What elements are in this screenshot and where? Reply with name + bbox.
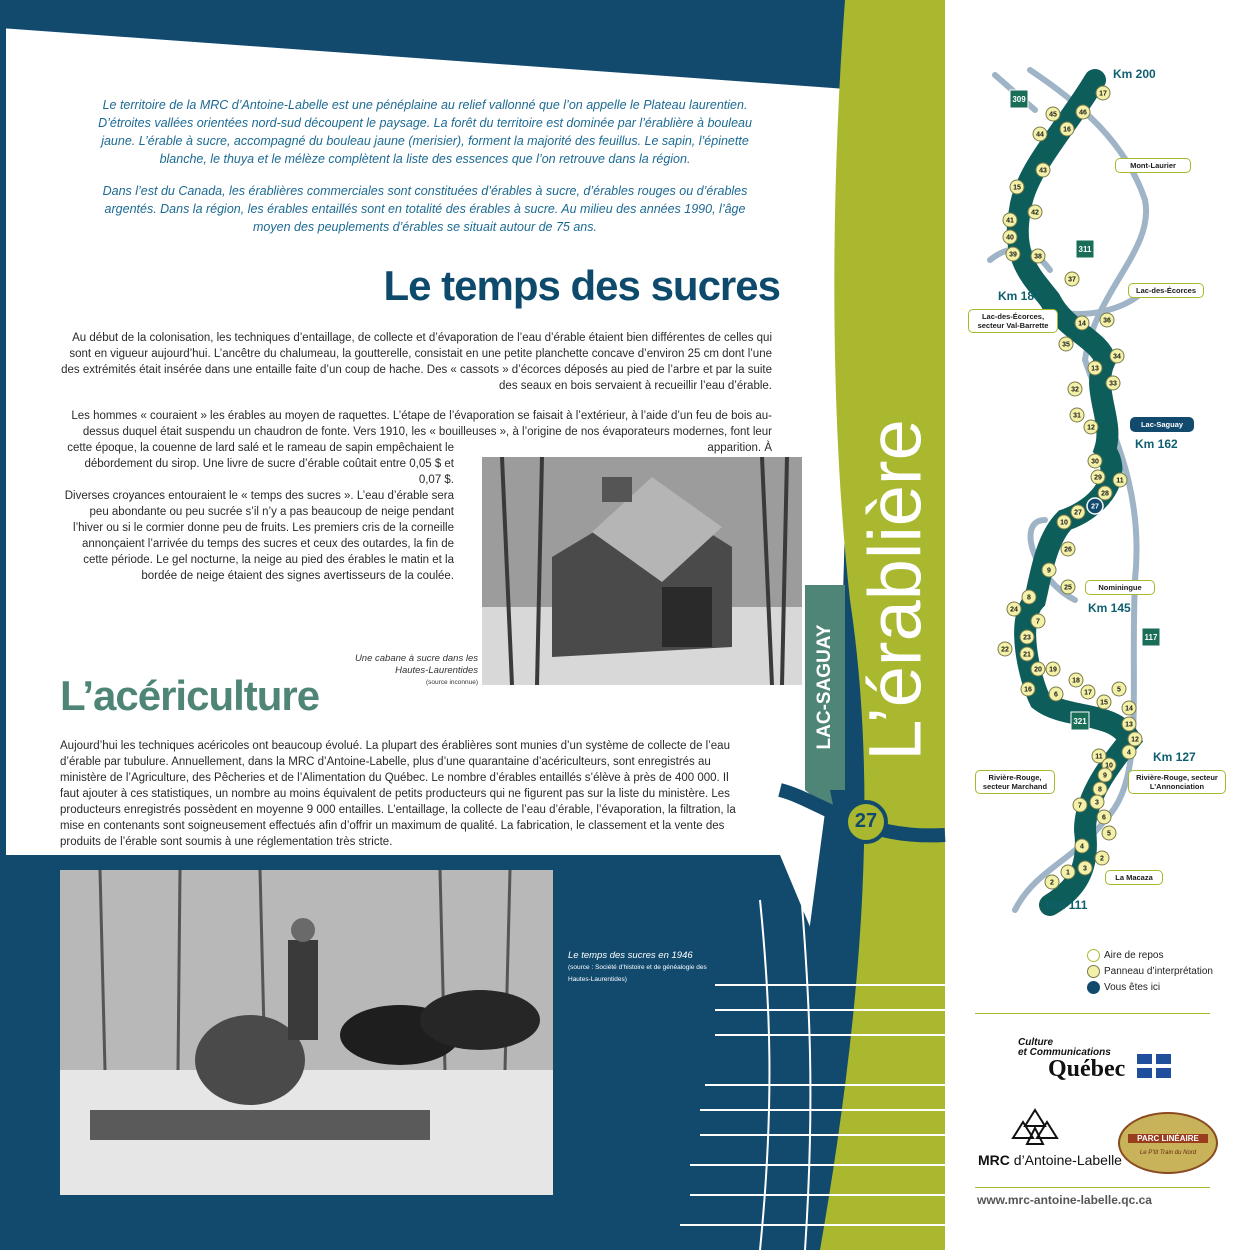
- divider-bottom: [975, 1187, 1210, 1188]
- map-marker-number: 15: [1013, 184, 1021, 192]
- website-link[interactable]: www.mrc-antoine-labelle.qc.ca: [977, 1193, 1152, 1207]
- town-label-riviere-rouge-annonciation: Rivière-Rouge, secteur L’Annonciation: [1128, 770, 1226, 794]
- map-marker-number: 10: [1060, 519, 1068, 527]
- sugar-shack-caption-text: Une cabane à sucre dans les Hautes-Laurentides: [354, 653, 478, 676]
- you-are-here-number: 27: [1091, 503, 1099, 511]
- map-marker-number: 2: [1100, 855, 1104, 863]
- map-marker-number: 3: [1083, 865, 1087, 873]
- map-marker-number: 13: [1091, 365, 1099, 373]
- map-marker-number: 7: [1078, 802, 1082, 810]
- ministry-line-2: et Communications: [1018, 1047, 1111, 1058]
- top-navy-band: [0, 0, 860, 90]
- map-marker-number: 6: [1054, 691, 1058, 699]
- map-marker-number: 44: [1036, 131, 1044, 139]
- intro-paragraph-2: Dans l’est du Canada, les érablières commerciales sont constituées d’érables à sucre, d’érables rouges ou d’érables argentés. Dans la région, les érables entaillés sont en totalité des érables à sucre. Au milieu des années 1990, l’âge moyen des peuplements d’érables se situait autour de 75 ans.: [102, 184, 748, 234]
- map-marker-number: 17: [1084, 689, 1092, 697]
- horses-caption: [568, 950, 708, 986]
- map-marker-number: 27: [1074, 509, 1082, 517]
- map-marker-number: 4: [1080, 843, 1084, 851]
- sugar-shack-source: (source inconnue): [425, 679, 478, 686]
- map-marker-number: 8: [1098, 786, 1102, 794]
- map-marker-number: 15: [1100, 699, 1108, 707]
- town-label-riviere-rouge-marchand: Rivière-Rouge, secteur Marchand: [975, 770, 1055, 794]
- town-label-nominingue: Nominingue: [1085, 580, 1155, 595]
- town-label-mont-laurier: Mont-Laurier: [1115, 158, 1191, 173]
- map-marker-number: 26: [1064, 546, 1072, 554]
- mrc-trees-icon: [1010, 1108, 1060, 1148]
- map-marker-number: 41: [1006, 217, 1014, 225]
- map-marker-number: 9: [1047, 567, 1051, 575]
- legend-you-are-here-icon: [1087, 981, 1100, 994]
- map-marker-number: 29: [1094, 474, 1102, 482]
- horses-photo: [60, 870, 553, 1195]
- km-label-127: Km 127: [1153, 750, 1196, 764]
- map-marker-number: 40: [1006, 234, 1014, 242]
- map-marker-number: 18: [1072, 677, 1080, 685]
- town-label-val-barrette: Lac-des-Écorces, secteur Val-Barrette: [968, 309, 1058, 333]
- divider-top: [975, 1013, 1210, 1014]
- km-label-200: Km 200: [1113, 67, 1156, 81]
- map-marker-number: 22: [1001, 646, 1009, 654]
- sugar-shack-caption: [330, 653, 478, 689]
- location-tab-label: LAC-SAGUAY: [814, 624, 835, 750]
- map-marker-number: 10: [1105, 762, 1113, 770]
- map-marker-number: 16: [1024, 686, 1032, 694]
- section1-paragraph-1: Au début de la colonisation, les techniques d’entaillage, de collecte et d’évaporation de l’eau d’érable étaient bien différentes de celles qui sont en vigueur aujourd’hui. L’ancêtre du chalumeau, la goutterelle, consistait en une petite planchette concave d’environ 25 cm dont l’une des extrémités était insérée dans une entaille faite d’un coup de hache. Des « cassots » d’écorces déposés au pied de l’arbre et par la suite des seaux en bois servaient à recueillir l’eau d’érable.: [61, 332, 772, 392]
- map-marker-number: 4: [1127, 749, 1131, 757]
- map-marker-number: 30: [1091, 458, 1099, 466]
- horses-source: (source : Société d’histoire et de généalogie des Hautes-Laurentides): [568, 964, 707, 983]
- map-marker-number: 21: [1023, 651, 1031, 659]
- legend-you-are-here-label: Vous êtes ici: [1104, 982, 1161, 994]
- parc-lineaire-title: PARC LINÉAIRE: [1128, 1134, 1208, 1143]
- legend-item-rest-area: [1087, 949, 1163, 962]
- mrc-logo-text: [978, 1152, 1122, 1168]
- map-marker-number: 6: [1102, 814, 1106, 822]
- section-title-acericulture: L’acériculture: [60, 672, 320, 719]
- mrc-bold: MRC: [978, 1152, 1010, 1168]
- section1-paragraph-2a: Les hommes « couraient » les érables au moyen de raquettes. L’étape de l’évaporation se faisait à l’extérieur, à l’aide d’un feu de bois au-dessus duquel était suspendu un chaudron de fonte. Vers 1910, les « bouilleuses », à l’origine de nos évaporateurs modernes, font leur apparition. À: [71, 410, 772, 454]
- ministry-line-1: Culture: [1018, 1037, 1053, 1048]
- km-label-111: Km 111: [1046, 898, 1088, 912]
- parc-lineaire-subtitle: Le P’tit Train du Nord: [1139, 1150, 1197, 1156]
- map-marker-number: 38: [1034, 253, 1042, 261]
- map-marker-number: 24: [1010, 606, 1018, 614]
- map-marker-number: 37: [1068, 276, 1076, 284]
- legend-rest-area-icon: [1087, 949, 1100, 962]
- route-shield-number: 117: [1144, 633, 1158, 642]
- town-label-lac-saguay: Lac-Saguay: [1130, 417, 1194, 432]
- legend-panel-label: Panneau d’interprétation: [1104, 966, 1213, 978]
- map-marker-number: 17: [1099, 90, 1107, 98]
- km-label-187: Km 187: [998, 289, 1041, 303]
- map-marker-number: 28: [1101, 490, 1109, 498]
- map-marker-number: 5: [1117, 686, 1121, 694]
- map-marker-number: 25: [1064, 584, 1072, 592]
- map-marker-number: 32: [1071, 386, 1079, 394]
- map-marker-number: 8: [1027, 594, 1031, 602]
- legend-item-you-are-here: [1087, 981, 1160, 994]
- legend-rest-area-label: Aire de repos: [1104, 950, 1164, 962]
- map-marker-number: 23: [1023, 634, 1031, 642]
- map-marker-number: 46: [1079, 109, 1087, 117]
- map-marker-number: 33: [1109, 380, 1117, 388]
- map-marker-number: 5: [1107, 830, 1111, 838]
- intro-paragraph-1: Le territoire de la MRC d’Antoine-Labelle est une pénéplaine au relief vallonné que l’on appelle le Plateau laurentien. D’étroites vallées orientées nord-sud découpent le paysage. La forêt du territoire est dominée par l’érablière à bouleau jaune. L’érable à sucre, accompagné du bouleau jaune (merisier), forment la majorité des feuillus. Le sapin, l’épinette blanche, le thuya et le mélèze complètent la liste des essences que l’on retrouve dans la région.: [98, 98, 752, 166]
- section-title-temps-des-sucres: Le temps des sucres: [383, 262, 780, 309]
- map-marker-number: 16: [1063, 126, 1071, 134]
- map-marker-number: 9: [1103, 772, 1107, 780]
- map-marker-number: 12: [1131, 736, 1139, 744]
- town-label-lac-des-ecorces: Lac-des-Écorces: [1128, 283, 1204, 298]
- map-marker-number: 35: [1062, 341, 1070, 349]
- route-shield-number: 311: [1078, 245, 1092, 254]
- map-marker-number: 11: [1095, 753, 1103, 761]
- km-label-145: Km 145: [1088, 601, 1131, 615]
- km-label-162: Km 162: [1135, 437, 1178, 451]
- map-marker-number: 12: [1087, 424, 1095, 432]
- section2-paragraph-1: Aujourd’hui les techniques acéricoles ont beaucoup évolué. La plupart des érablières sont munies d’un système de collecte de l’eau d’érable par tubulure. Annuellement, dans la MRC d’Antoine-Labelle, plus d’une quarantaine d’acériculteurs, sont enregistrés au ministère de l’Agriculture, des Pêcheries et de l’Alimentation du Québec. Le nombre d’érables entaillés s’élève à près de 400 000. Il faut ajouter à ces statistiques, un nombre au moins équivalent de petits producteurs qui ne figurent pas sur la liste du ministère. Les producteurs enregistrés possèdent en moyenne 9 000 entailles. L’entaillage, la collecte de l’eau d’érable, l’évaporation, la filtration, la mise en contenants sont soigneusement effectués afin d’offrir un maximum de qualité. La fabrication, le classement et la vente des produits de l’érable sont soumis à une réglementation très stricte.: [60, 740, 736, 848]
- map-marker-number: 7: [1036, 618, 1040, 626]
- legend-panel-icon: [1087, 965, 1100, 978]
- map-marker-number: 14: [1078, 320, 1086, 328]
- map-marker-number: 39: [1009, 251, 1017, 259]
- map-marker-number: 43: [1039, 167, 1047, 175]
- town-label-la-macaza: La Macaza: [1105, 870, 1163, 885]
- map-marker-number: 19: [1049, 666, 1057, 674]
- section1-paragraph-3: Diverses croyances entouraient le « temps des sucres ». L’eau d’érable sera peu abondante ou peu sucrée s’il n’y a pas beaucoup de neige pendant l’hiver ou si le cormier donne peu de fruits. Les premiers cris de la corneille annonçaient l’arrivée du temps des sucres et ceux des outardes, la fin de cette période. Le gel nocturne, la neige au pied des érables le matin et la bordée de neige étaient des signes avertisseurs de la coulée.: [64, 490, 454, 582]
- map-marker-number: 42: [1031, 209, 1039, 217]
- mrc-rest: d’Antoine-Labelle: [1009, 1152, 1122, 1168]
- ministry-logo-text: [1018, 1038, 1111, 1058]
- station-number: 27: [854, 810, 878, 832]
- map-marker-number: 31: [1073, 412, 1081, 420]
- map-marker-number: 45: [1049, 111, 1057, 119]
- section1-paragraph-2b: cette époque, la couenne de lard salé et le rameau de sapin empêchaient le débordement du sirop. Une livre de sucre d’érable coûtait entre 0,05 $ et 0,07 $.: [67, 442, 454, 486]
- map-marker-number: 2: [1050, 879, 1054, 887]
- parc-lineaire-logo: [1118, 1112, 1218, 1174]
- sugar-shack-photo: [482, 457, 802, 685]
- map-marker-number: 20: [1034, 666, 1042, 674]
- map-marker-number: 1: [1066, 869, 1070, 877]
- banner-vertical-title: L’érablière: [853, 419, 937, 761]
- map-marker-number: 14: [1125, 705, 1133, 713]
- route-shield-number: 321: [1073, 717, 1087, 726]
- map-marker-number: 36: [1103, 317, 1111, 325]
- horses-caption-text: Le temps des sucres en 1946: [568, 950, 693, 961]
- quebec-wordmark: Québec: [1048, 1056, 1126, 1082]
- map-marker-number: 11: [1116, 477, 1124, 485]
- legend-item-panel: [1087, 965, 1213, 978]
- map-marker-number: 34: [1113, 353, 1121, 361]
- map-marker-number: 3: [1095, 799, 1099, 807]
- quebec-flag-icon: [1137, 1054, 1171, 1078]
- route-shield-number: 309: [1012, 95, 1026, 104]
- map-marker-number: 13: [1125, 721, 1133, 729]
